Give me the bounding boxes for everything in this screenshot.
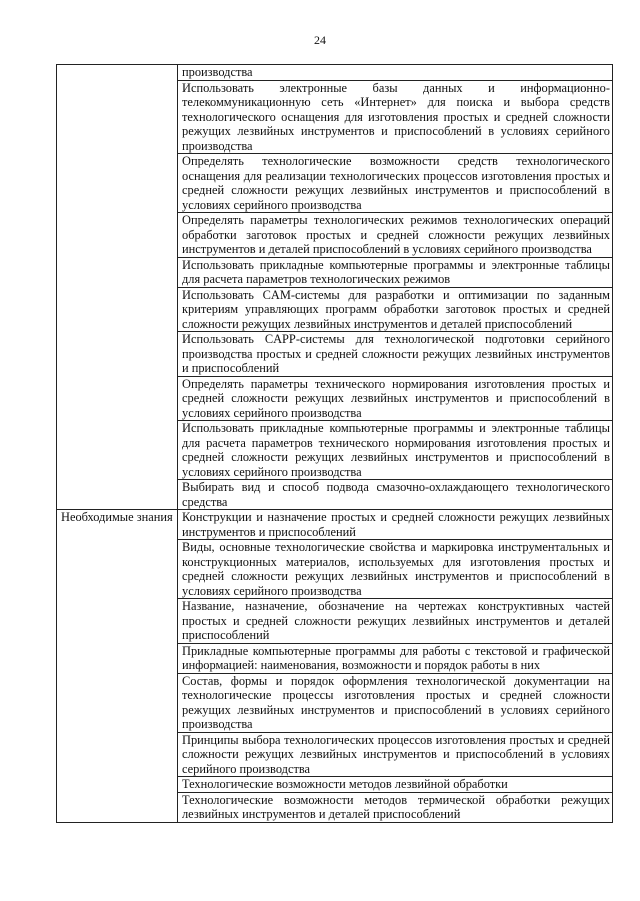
section-label-cont [57, 257, 178, 287]
skill-item: Выбирать вид и способ подвода смазочно-охлаждающего технологического средства [178, 480, 613, 510]
skill-item: Использовать прикладные компьютерные программы и электронные таблицы для расчета параметров технического нормирования изготовления простых и средней сложности режущих лезвийных инструментов и приспособлений в условиях серийного производства [178, 421, 613, 480]
knowledge-item: Технологические возможности методов термической обработки режущих лезвийных инструментов и деталей приспособлений [178, 792, 613, 822]
table-row [57, 257, 613, 287]
skill-item: Использовать CAM-системы для разработки и оптимизации по заданным критериям управляющих программ обработки заготовок простых и средней сложности режущих лезвийных инструментов и деталей приспособлений [178, 287, 613, 332]
section-label-cont [57, 673, 178, 732]
section-label-cont [57, 376, 178, 421]
table-row [57, 777, 613, 793]
section-label-cont [57, 777, 178, 793]
skill-item: Использовать CAPP-системы для технологической подготовки серийного производства простых и средней сложности режущих лезвийных инструментов и приспособлений [178, 332, 613, 377]
table-row [57, 673, 613, 732]
table-row [57, 480, 613, 510]
section-label-cont [57, 80, 178, 154]
requirements-table [56, 64, 613, 823]
section-label-cont [57, 332, 178, 377]
table-row [57, 376, 613, 421]
table-row [57, 643, 613, 673]
table-row [57, 332, 613, 377]
table-row [57, 732, 613, 777]
section-label-cont [57, 480, 178, 510]
section-label-knowledge: Необходимые знания [57, 510, 178, 540]
table-row [57, 80, 613, 154]
section-label-skills [57, 65, 178, 81]
section-label-cont [57, 287, 178, 332]
skill-item: производства [178, 65, 613, 81]
knowledge-item: Прикладные компьютерные программы для работы с текстовой и графической информацией: наименования, возможности и порядок работы в них [178, 643, 613, 673]
table-row [57, 792, 613, 822]
section-label-cont [57, 540, 178, 599]
skill-item: Определять технологические возможности средств технологического оснащения для реализации технологических процессов изготовления простых и средней сложности режущих лезвийных инструментов и приспособлений в условиях серийного производства [178, 154, 613, 213]
knowledge-item: Виды, основные технологические свойства и маркировка инструментальных и конструкционных материалов, используемых для изготовления простых и средней сложности режущих лезвийных инструментов и приспособлений в условиях серийного производства [178, 540, 613, 599]
table-row [57, 421, 613, 480]
section-label-cont [57, 792, 178, 822]
section-label-cont [57, 599, 178, 644]
knowledge-item: Конструкции и назначение простых и средней сложности режущих лезвийных инструментов и приспособлений [178, 510, 613, 540]
table-row [57, 287, 613, 332]
skill-item: Определять параметры технологических режимов технологических операций обработки заготовок простых и средней сложности режущих лезвийных инструментов и деталей приспособлений в условиях серийного производства [178, 213, 613, 258]
skill-item: Использовать прикладные компьютерные программы и электронные таблицы для расчета параметров технологических режимов [178, 257, 613, 287]
table-row [57, 599, 613, 644]
section-label-cont [57, 732, 178, 777]
knowledge-item: Состав, формы и порядок оформления технологической документации на технологические процессы изготовления простых и средней сложности режущих лезвийных инструментов и приспособлений в условиях серийного производства [178, 673, 613, 732]
section-label-cont [57, 421, 178, 480]
table-row [57, 540, 613, 599]
knowledge-item: Принципы выбора технологических процессов изготовления простых и средней сложности режущих лезвийных инструментов и приспособлений в условиях серийного производства [178, 732, 613, 777]
skill-item: Определять параметры технического нормирования изготовления простых и средней сложности режущих лезвийных инструментов и приспособлений в условиях серийного производства [178, 376, 613, 421]
section-label-cont [57, 213, 178, 258]
table-row [57, 154, 613, 213]
page-number: 24 [314, 33, 326, 47]
skill-item: Использовать электронные базы данных и информационно-телекоммуникационную сеть «Интернет» для поиска и выбора средств технологического оснащения для изготовления простых и средней сложности режущих лезвийных инструментов и приспособлений в условиях серийного производства [178, 80, 613, 154]
table-row [57, 65, 613, 81]
section-label-cont [57, 154, 178, 213]
section-label-cont [57, 643, 178, 673]
knowledge-item: Название, назначение, обозначение на чертежах конструктивных частей простых и средней сложности режущих лезвийных инструментов и деталей приспособлений [178, 599, 613, 644]
knowledge-item: Технологические возможности методов лезвийной обработки [178, 777, 613, 793]
table-row [57, 213, 613, 258]
table-row [57, 510, 613, 540]
